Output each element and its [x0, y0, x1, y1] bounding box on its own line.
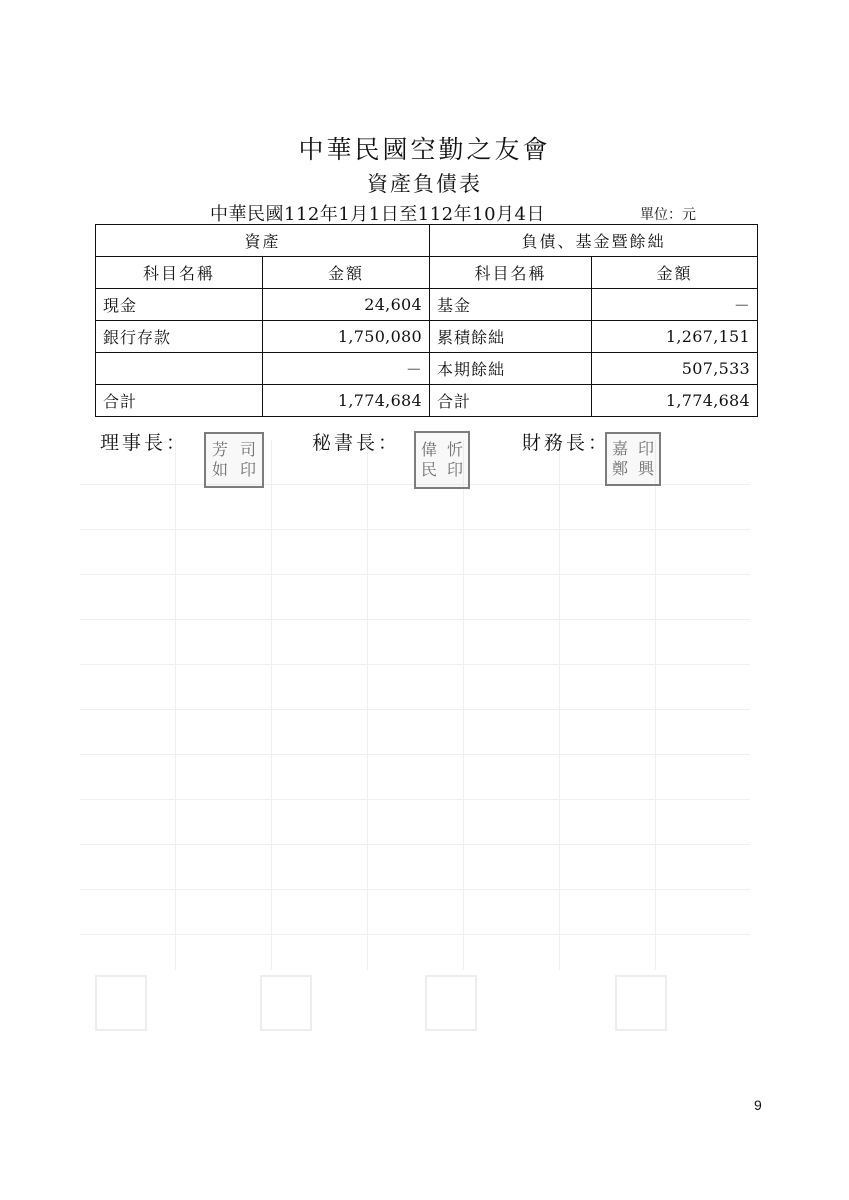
page-number: 9 — [754, 1097, 762, 1113]
column-header-row — [96, 257, 758, 289]
liability-amount: － — [592, 289, 758, 321]
asset-total-amount: 1,774,684 — [263, 385, 430, 417]
asset-amount: － — [263, 353, 430, 385]
secretary-seal-stamp: 偉 忻 民 印 — [414, 431, 470, 489]
currency-unit: 單位：元 — [640, 207, 696, 223]
balance-sheet-table — [95, 224, 758, 417]
liabilities-section-header: 負債、基金暨餘絀 — [430, 225, 758, 257]
table-row — [96, 353, 758, 385]
report-title: 資產負債表 — [367, 172, 482, 196]
liability-name-header: 科目名稱 — [430, 257, 592, 289]
liability-total-label: 合計 — [430, 385, 592, 417]
liability-name: 累積餘絀 — [430, 321, 592, 353]
bleed-through-grid — [80, 440, 750, 970]
liability-amount: 507,533 — [592, 353, 758, 385]
liability-amount: 1,267,151 — [592, 321, 758, 353]
chairman-seal-stamp: 芳 司 如 印 — [204, 432, 264, 488]
table-row — [96, 289, 758, 321]
asset-amount-header: 金額 — [263, 257, 430, 289]
asset-name — [96, 353, 263, 385]
assets-section-header: 資產 — [96, 225, 430, 257]
asset-total-label: 合計 — [96, 385, 263, 417]
organization-name: 中華民國空勤之友會 — [298, 135, 551, 164]
treasurer-seal-stamp: 嘉 印 鄭 興 — [605, 432, 661, 486]
asset-name: 銀行存款 — [96, 321, 263, 353]
asset-name-header: 科目名稱 — [96, 257, 263, 289]
section-header-row — [96, 225, 758, 257]
bleed-through-stamps — [95, 975, 695, 1035]
asset-name: 現金 — [96, 289, 263, 321]
total-row — [96, 385, 758, 417]
liability-amount-header: 金額 — [592, 257, 758, 289]
report-period: 中華民國112年1月1日至112年10月4日 — [210, 204, 545, 225]
liability-name: 本期餘絀 — [430, 353, 592, 385]
asset-amount: 1,750,080 — [263, 321, 430, 353]
asset-amount: 24,604 — [263, 289, 430, 321]
liability-total-amount: 1,774,684 — [592, 385, 758, 417]
chairman-signature-label: 理事長： — [100, 432, 189, 454]
table-row — [96, 321, 758, 353]
secretary-signature-label: 秘書長： — [312, 432, 401, 454]
liability-name: 基金 — [430, 289, 592, 321]
treasurer-signature-label: 財務長： — [522, 432, 611, 454]
